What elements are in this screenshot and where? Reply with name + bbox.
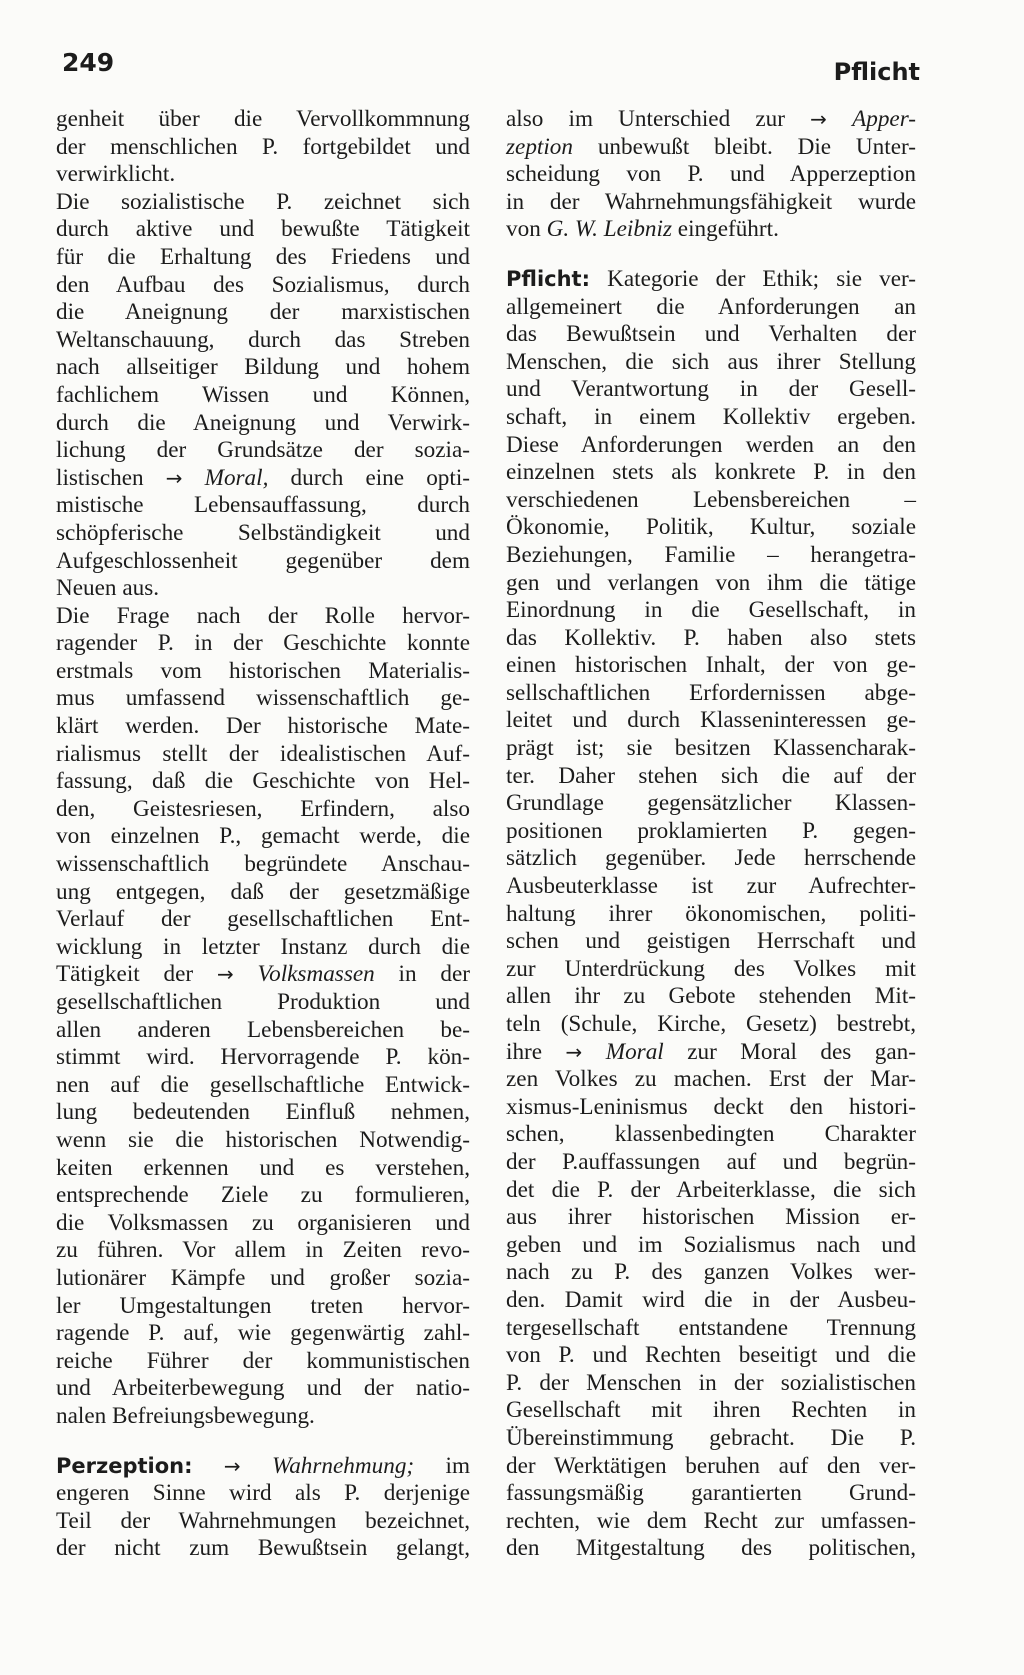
- left-column: [56, 106, 470, 1563]
- text-line: Diese Anforderungen werden an den: [506, 431, 916, 458]
- text-line: Übereinstimmung gebracht. Die P.: [506, 1424, 916, 1451]
- text-line: zur Unterdrückung des Volkes mit: [506, 955, 916, 982]
- entry-perzeption: [56, 1453, 470, 1563]
- text-line: ung entgegen, daß der gesetzmäßige: [56, 878, 470, 905]
- text-line: Ökonomie, Politik, Kultur, soziale: [506, 514, 916, 541]
- text-line: ragende P. auf, wie gegenwärtig zahl-: [56, 1320, 470, 1347]
- text-line: also im Unterschied zur → Apper-: [506, 106, 917, 132]
- entry-pflicht: [506, 266, 916, 1563]
- text-line: ter. Daher stehen sich die auf der: [506, 762, 916, 789]
- headword-pflicht: Pflicht:: [506, 266, 590, 291]
- text-line: reiche Führer der kommunistischen: [56, 1347, 470, 1374]
- text-line: der P.auffassungen auf und begrün-: [506, 1148, 916, 1175]
- text-line: für die Erhaltung des Friedens und: [56, 243, 470, 270]
- text-line: mistische Lebensauffassung, durch: [56, 492, 470, 519]
- text-line: und Verantwortung in der Gesell-: [506, 376, 916, 403]
- text-line: Neuen aus.: [56, 575, 160, 602]
- text-line: zu führen. Vor allem in Zeiten revo-: [56, 1237, 470, 1264]
- text-line: sätzlich gegenüber. Jede herrschende: [506, 845, 916, 872]
- running-head: Pflicht: [833, 58, 920, 86]
- text-line: geben und im Sozialismus nach und: [506, 1231, 916, 1258]
- text-line: klärt werden. Der historische Mate-: [56, 713, 470, 740]
- text-line: erstmals vom historischen Materialis-: [56, 657, 470, 684]
- text-line: den. Damit wird die in der Ausbeu-: [506, 1286, 916, 1313]
- text-line: xismus-Leninismus deckt den histori-: [506, 1093, 916, 1120]
- paragraph-historical-role: [56, 603, 470, 1431]
- text-line: Gesellschaft mit ihren Rechten in: [506, 1397, 916, 1424]
- arrow-icon: →: [565, 1039, 583, 1064]
- text-line: wissenschaftlich begründete Anschau-: [56, 851, 470, 878]
- cross-reference-volksmassen[interactable]: Volksmassen: [257, 961, 375, 988]
- text-line: schaft, in einem Kollektiv ergeben.: [506, 403, 916, 430]
- text-line: von P. und Rechten beseitigt und die: [506, 1342, 916, 1369]
- cross-reference-moral[interactable]: Moral,: [204, 464, 269, 491]
- text-line: zen Volkes zu machen. Erst der Mar-: [506, 1066, 916, 1093]
- text-line: einzelnen stets als konkrete P. in den: [506, 459, 916, 486]
- paragraph-socialist-personality: [56, 189, 470, 603]
- text-line: nalen Befreiungsbewegung.: [56, 1402, 315, 1429]
- arrow-icon: →: [810, 107, 827, 131]
- text-line: ragender P. in der Geschichte konnte: [56, 630, 470, 657]
- right-column: [506, 106, 916, 1563]
- text-line: Grundlage gegensätzlicher Klassen-: [506, 790, 916, 817]
- text-line: der menschlichen P. fortgebildet und: [56, 133, 470, 160]
- text-line: Die sozialistische P. zeichnet sich: [56, 188, 470, 215]
- text-line: den, Geistesriesen, Erfindern, also: [56, 795, 470, 822]
- text-line: Ausbeuterklasse ist zur Aufrechter-: [506, 873, 916, 900]
- text-line: Perzeption: → Wahrnehmung; im: [56, 1452, 470, 1479]
- arrow-icon: →: [165, 465, 183, 490]
- cross-reference-apperzeption[interactable]: Apper-: [852, 106, 917, 132]
- text-line: wicklung in letzter Instanz durch die: [56, 933, 470, 960]
- paragraph-continuation: [56, 106, 470, 189]
- text-line: verwirklicht.: [56, 161, 176, 188]
- text-line: nach allseitiger Bildung und hohem: [56, 354, 470, 381]
- text-line: Einordnung in die Gesellschaft, in: [506, 597, 916, 624]
- page-number: 249: [62, 48, 115, 77]
- text-line: stimmt wird. Hervorragende P. kön-: [56, 1044, 470, 1071]
- text-line: nach zu P. des ganzen Volkes wer-: [506, 1259, 916, 1286]
- text-line: allen anderen Lebensbereichen be-: [56, 1016, 470, 1043]
- text-line: scheidung von P. und Apperzeption: [506, 161, 916, 188]
- text-line: keiten erkennen und es verstehen,: [56, 1154, 470, 1181]
- text-line: aus ihrer historischen Mission er-: [506, 1204, 916, 1231]
- text-line: listischen → Moral, durch eine opti-: [56, 464, 470, 491]
- text-line: in der Wahrnehmungsfähigkeit wurde: [506, 188, 916, 215]
- text-line: ler Umgestaltungen treten hervor-: [56, 1292, 470, 1319]
- author-name: G. W. Leibniz: [546, 216, 672, 243]
- text-line: ihre → Moral zur Moral des gan-: [506, 1038, 916, 1065]
- text-line: zeption unbewußt bleibt. Die Unter-: [506, 133, 916, 160]
- text-line: positionen proklamierten P. gegen-: [506, 817, 916, 844]
- text-line: Weltanschauung, durch das Streben: [56, 326, 470, 353]
- cross-reference-wahrnehmung[interactable]: Wahrnehmung;: [272, 1452, 415, 1479]
- text-line: schen, klassenbedingten Charakter: [506, 1121, 916, 1148]
- arrow-icon: →: [223, 1453, 241, 1478]
- text-line: durch aktive und bewußte Tätigkeit: [56, 216, 470, 243]
- text-line: Aufgeschlossenheit gegenüber dem: [56, 547, 470, 574]
- text-line: der nicht zum Bewußtsein gelangt,: [56, 1535, 470, 1562]
- text-line: P. der Menschen in der sozialistischen: [506, 1369, 916, 1396]
- text-line: Beziehungen, Familie – herangetra-: [506, 541, 916, 568]
- text-line: lutionärer Kämpfe und großer sozia-: [56, 1264, 470, 1291]
- text-line: gesellschaftlichen Produktion und: [56, 989, 470, 1015]
- arrow-icon: →: [216, 962, 234, 987]
- text-line: schöpferische Selbständigkeit und: [56, 519, 470, 546]
- text-line: gen und verlangen von ihm die tätige: [506, 569, 916, 596]
- text-line: tergesellschaft entstandene Trennung: [506, 1314, 916, 1341]
- text-line: sellschaftlichen Erfordernissen abge-: [506, 679, 916, 706]
- text-line: mus umfassend wissenschaftlich ge-: [56, 685, 470, 712]
- text-line: Verlauf der gesellschaftlichen Ent-: [56, 906, 470, 933]
- text-line: Teil der Wahrnehmungen bezeichnet,: [56, 1507, 470, 1534]
- text-line: rialismus stellt der idealistischen Auf-: [56, 740, 470, 767]
- text-line: den Aufbau des Sozialismus, durch: [56, 271, 470, 298]
- text-line: teln (Schule, Kirche, Gesetz) bestrebt,: [506, 1011, 916, 1037]
- text-line: einen historischen Inhalt, der von ge-: [506, 652, 916, 679]
- text-line: die Aneignung der marxistischen: [56, 299, 470, 326]
- text-line: schen und geistigen Herrschaft und: [506, 928, 916, 955]
- text-line: das Kollektiv. P. haben also stets: [506, 624, 916, 651]
- text-line: Die Frage nach der Rolle hervor-: [56, 602, 470, 629]
- text-line: der Werktätigen beruhen auf den ver-: [506, 1452, 916, 1479]
- text-line: fassung, daß die Geschichte von Hel-: [56, 768, 470, 795]
- text-line: prägt ist; sie besitzen Klassencharak-: [506, 735, 916, 762]
- text-line: lung bedeutenden Einfluß nehmen,: [56, 1099, 470, 1126]
- text-line: von G. W. Leibniz eingeführt.: [506, 216, 779, 243]
- text-line: die Volksmassen zu organisieren und: [56, 1209, 470, 1236]
- text-line: und Arbeiterbewegung und der natio-: [56, 1375, 470, 1402]
- text-line: von einzelnen P., gemacht werde, die: [56, 823, 470, 850]
- text-line: Pflicht: Kategorie der Ethik; sie ver-: [506, 265, 916, 292]
- text-line: engeren Sinne wird als P. derjenige: [56, 1480, 470, 1507]
- text-line: entsprechende Ziele zu formulieren,: [56, 1182, 470, 1209]
- text-line: rechten, wie dem Recht zur umfassen-: [506, 1507, 916, 1534]
- text-line: allen ihr zu Gebote stehenden Mit-: [506, 983, 916, 1010]
- text-line: fachlichem Wissen und Können,: [56, 381, 470, 408]
- text-line: den Mitgestaltung des politischen,: [506, 1535, 916, 1562]
- text-line: Menschen, die sich aus ihrer Stellung: [506, 348, 916, 375]
- cross-reference-moral-2[interactable]: Moral: [605, 1038, 664, 1065]
- text-line: wenn sie die historischen Notwendig-: [56, 1126, 470, 1153]
- entry-perzeption-continued: [506, 106, 916, 244]
- text-line: leitet und durch Klasseninteressen ge-: [506, 707, 916, 734]
- headword-perzeption: Perzeption:: [56, 1453, 193, 1478]
- text-line: lichung der Grundsätze der sozia-: [56, 437, 470, 464]
- text-line: verschiedenen Lebensbereichen –: [506, 486, 916, 513]
- text-line: allgemeinert die Anforderungen an: [506, 293, 916, 320]
- text-line: genheit über die Vervollkommnung: [56, 106, 470, 132]
- text-line: fassungsmäßig garantierten Grund-: [506, 1480, 916, 1507]
- text-line: nen auf die gesellschaftliche Entwick-: [56, 1071, 470, 1098]
- text-line: Tätigkeit der → Volksmassen in der: [56, 961, 470, 988]
- text-line: haltung ihrer ökonomischen, politi-: [506, 900, 916, 927]
- text-line: durch die Aneignung und Verwirk-: [56, 409, 470, 436]
- text-line: det die P. der Arbeiterklasse, die sich: [506, 1176, 916, 1203]
- text-line: das Bewußtsein und Verhalten der: [506, 321, 916, 348]
